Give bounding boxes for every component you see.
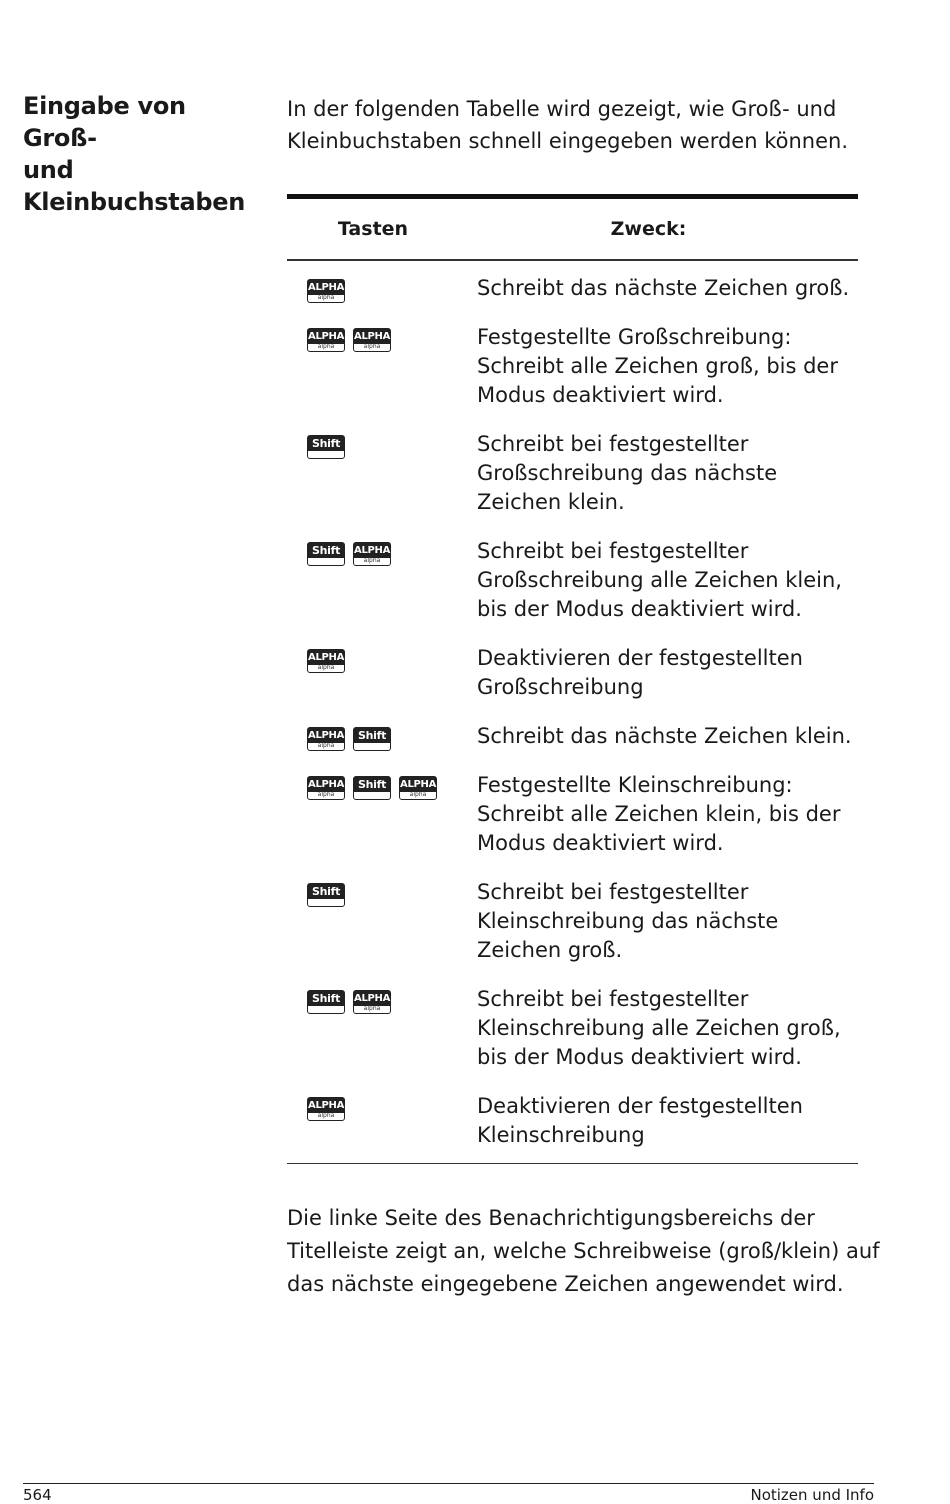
shift-key-icon — [307, 990, 345, 1014]
table-header — [287, 199, 858, 259]
shift-key-icon — [353, 727, 391, 751]
table-row — [287, 274, 858, 303]
heading-line: Kleinbuchstaben — [23, 188, 245, 216]
key-bottom-label: alpha — [363, 556, 381, 564]
intro-line: Kleinbuchstaben schnell eingegeben werden können. — [287, 129, 848, 153]
shift-key-icon — [307, 435, 345, 459]
key-table — [287, 194, 858, 1164]
description-line: Kleinschreibung alle Zeichen groß, — [477, 1015, 841, 1040]
description-line: Kleinschreibung das nächste — [477, 908, 779, 933]
description-line: Schreibt bei festgestellter — [477, 431, 749, 456]
alpha-key-icon — [353, 328, 391, 352]
key-top-label: Shift — [308, 991, 344, 1006]
alpha-key-icon — [307, 328, 345, 352]
key-sequence — [287, 771, 477, 800]
key-sequence — [287, 644, 477, 673]
key-bottom-label: alpha — [317, 293, 335, 301]
key-sequence — [287, 537, 477, 566]
footer-section-title: Notizen und Info — [750, 1486, 874, 1504]
header-purpose: Zweck: — [610, 218, 687, 240]
alpha-key-icon — [307, 776, 345, 800]
page-number: 564 — [23, 1486, 52, 1504]
explanation-line: das nächste eingegebene Zeichen angewendet wird. — [287, 1272, 844, 1296]
explanation-line: Titelleiste zeigt an, welche Schreibweise (groß/klein) auf — [287, 1239, 880, 1263]
key-sequence — [287, 878, 477, 907]
row-description — [477, 722, 858, 751]
explanation-line: Die linke Seite des Benachrichtigungsbereichs der — [287, 1206, 815, 1230]
description-line: Schreibt bei festgestellter — [477, 879, 749, 904]
key-bottom-label: alpha — [317, 1111, 335, 1119]
key-top-label: Shift — [308, 884, 344, 899]
shift-key-icon — [307, 542, 345, 566]
key-bottom-label: alpha — [363, 1004, 381, 1012]
table-row — [287, 1092, 858, 1150]
description-line: Großschreibung — [477, 674, 644, 699]
footer-rule — [23, 1483, 874, 1484]
shift-key-icon — [307, 883, 345, 907]
section-heading — [23, 90, 263, 218]
intro-line: In der folgenden Tabelle wird gezeigt, wie Groß- und — [287, 97, 837, 121]
key-sequence — [287, 274, 477, 303]
heading-line: und — [23, 156, 74, 184]
description-line: Modus deaktiviert wird. — [477, 830, 724, 855]
description-line: Deaktivieren der festgestellten — [477, 645, 803, 670]
key-top-label: ALPHA — [308, 651, 345, 663]
table-row — [287, 771, 858, 858]
table-row — [287, 722, 858, 751]
alpha-key-icon — [399, 776, 437, 800]
description-line: Festgestellte Großschreibung: — [477, 324, 792, 349]
row-description — [477, 274, 858, 303]
key-sequence — [287, 323, 477, 352]
description-line: Großschreibung das nächste — [477, 460, 778, 485]
table-row — [287, 985, 858, 1072]
row-description — [477, 537, 858, 624]
header-keys: Tasten — [337, 218, 409, 240]
key-top-label: ALPHA — [308, 1099, 345, 1111]
description-line: Schreibt alle Zeichen klein, bis der — [477, 801, 841, 826]
description-line: Schreibt bei festgestellter — [477, 986, 749, 1011]
key-top-label: ALPHA — [308, 281, 345, 293]
row-description — [477, 985, 858, 1072]
alpha-key-icon — [307, 727, 345, 751]
key-bottom-label: alpha — [317, 663, 335, 671]
key-sequence — [287, 985, 477, 1014]
key-top-label: ALPHA — [400, 778, 437, 790]
key-top-label: ALPHA — [354, 992, 391, 1004]
key-bottom-label: alpha — [317, 790, 335, 798]
description-line: bis der Modus deaktiviert wird. — [477, 1044, 802, 1069]
row-description — [477, 644, 858, 702]
explanation-paragraph — [287, 1202, 887, 1301]
key-top-label: ALPHA — [308, 330, 345, 342]
description-line: Schreibt das nächste Zeichen klein. — [477, 723, 852, 748]
description-line: Deaktivieren der festgestellten — [477, 1093, 803, 1118]
key-sequence — [287, 722, 477, 751]
shift-key-icon — [353, 776, 391, 800]
table-bottom-rule — [287, 1163, 858, 1165]
key-top-label: ALPHA — [308, 729, 345, 741]
row-description — [477, 878, 858, 965]
description-line: Zeichen klein. — [477, 489, 625, 514]
row-description — [477, 430, 858, 517]
description-line: Kleinschreibung — [477, 1122, 645, 1147]
description-line: Festgestellte Kleinschreibung: — [477, 772, 793, 797]
key-top-label: ALPHA — [354, 544, 391, 556]
row-description — [477, 1092, 858, 1150]
description-line: Zeichen groß. — [477, 937, 623, 962]
description-line: Großschreibung alle Zeichen klein, — [477, 567, 842, 592]
key-sequence — [287, 430, 477, 459]
key-top-label: ALPHA — [308, 778, 345, 790]
table-row — [287, 878, 858, 965]
key-top-label: Shift — [308, 436, 344, 451]
key-bottom-label: alpha — [409, 790, 427, 798]
alpha-key-icon — [307, 649, 345, 673]
row-description — [477, 323, 858, 410]
alpha-key-icon — [307, 1097, 345, 1121]
table-row — [287, 537, 858, 624]
key-top-label: ALPHA — [354, 330, 391, 342]
key-sequence — [287, 1092, 477, 1121]
alpha-key-icon — [307, 279, 345, 303]
row-description — [477, 771, 858, 858]
key-bottom-label: alpha — [363, 342, 381, 350]
table-row — [287, 644, 858, 702]
alpha-key-icon — [353, 542, 391, 566]
description-line: bis der Modus deaktiviert wird. — [477, 596, 802, 621]
key-top-label: Shift — [354, 728, 390, 743]
heading-line: Eingabe von Groß- — [23, 92, 186, 152]
table-header-rule — [287, 259, 858, 261]
table-row — [287, 323, 858, 410]
table-body — [287, 274, 858, 1150]
key-bottom-label: alpha — [317, 741, 335, 749]
description-line: Modus deaktiviert wird. — [477, 382, 724, 407]
description-line: Schreibt das nächste Zeichen groß. — [477, 275, 850, 300]
alpha-key-icon — [353, 990, 391, 1014]
description-line: Schreibt bei festgestellter — [477, 538, 749, 563]
description-line: Schreibt alle Zeichen groß, bis der — [477, 353, 838, 378]
key-bottom-label: alpha — [317, 342, 335, 350]
key-top-label: Shift — [308, 543, 344, 558]
intro-paragraph — [287, 93, 867, 157]
table-row — [287, 430, 858, 517]
key-top-label: Shift — [354, 777, 390, 792]
